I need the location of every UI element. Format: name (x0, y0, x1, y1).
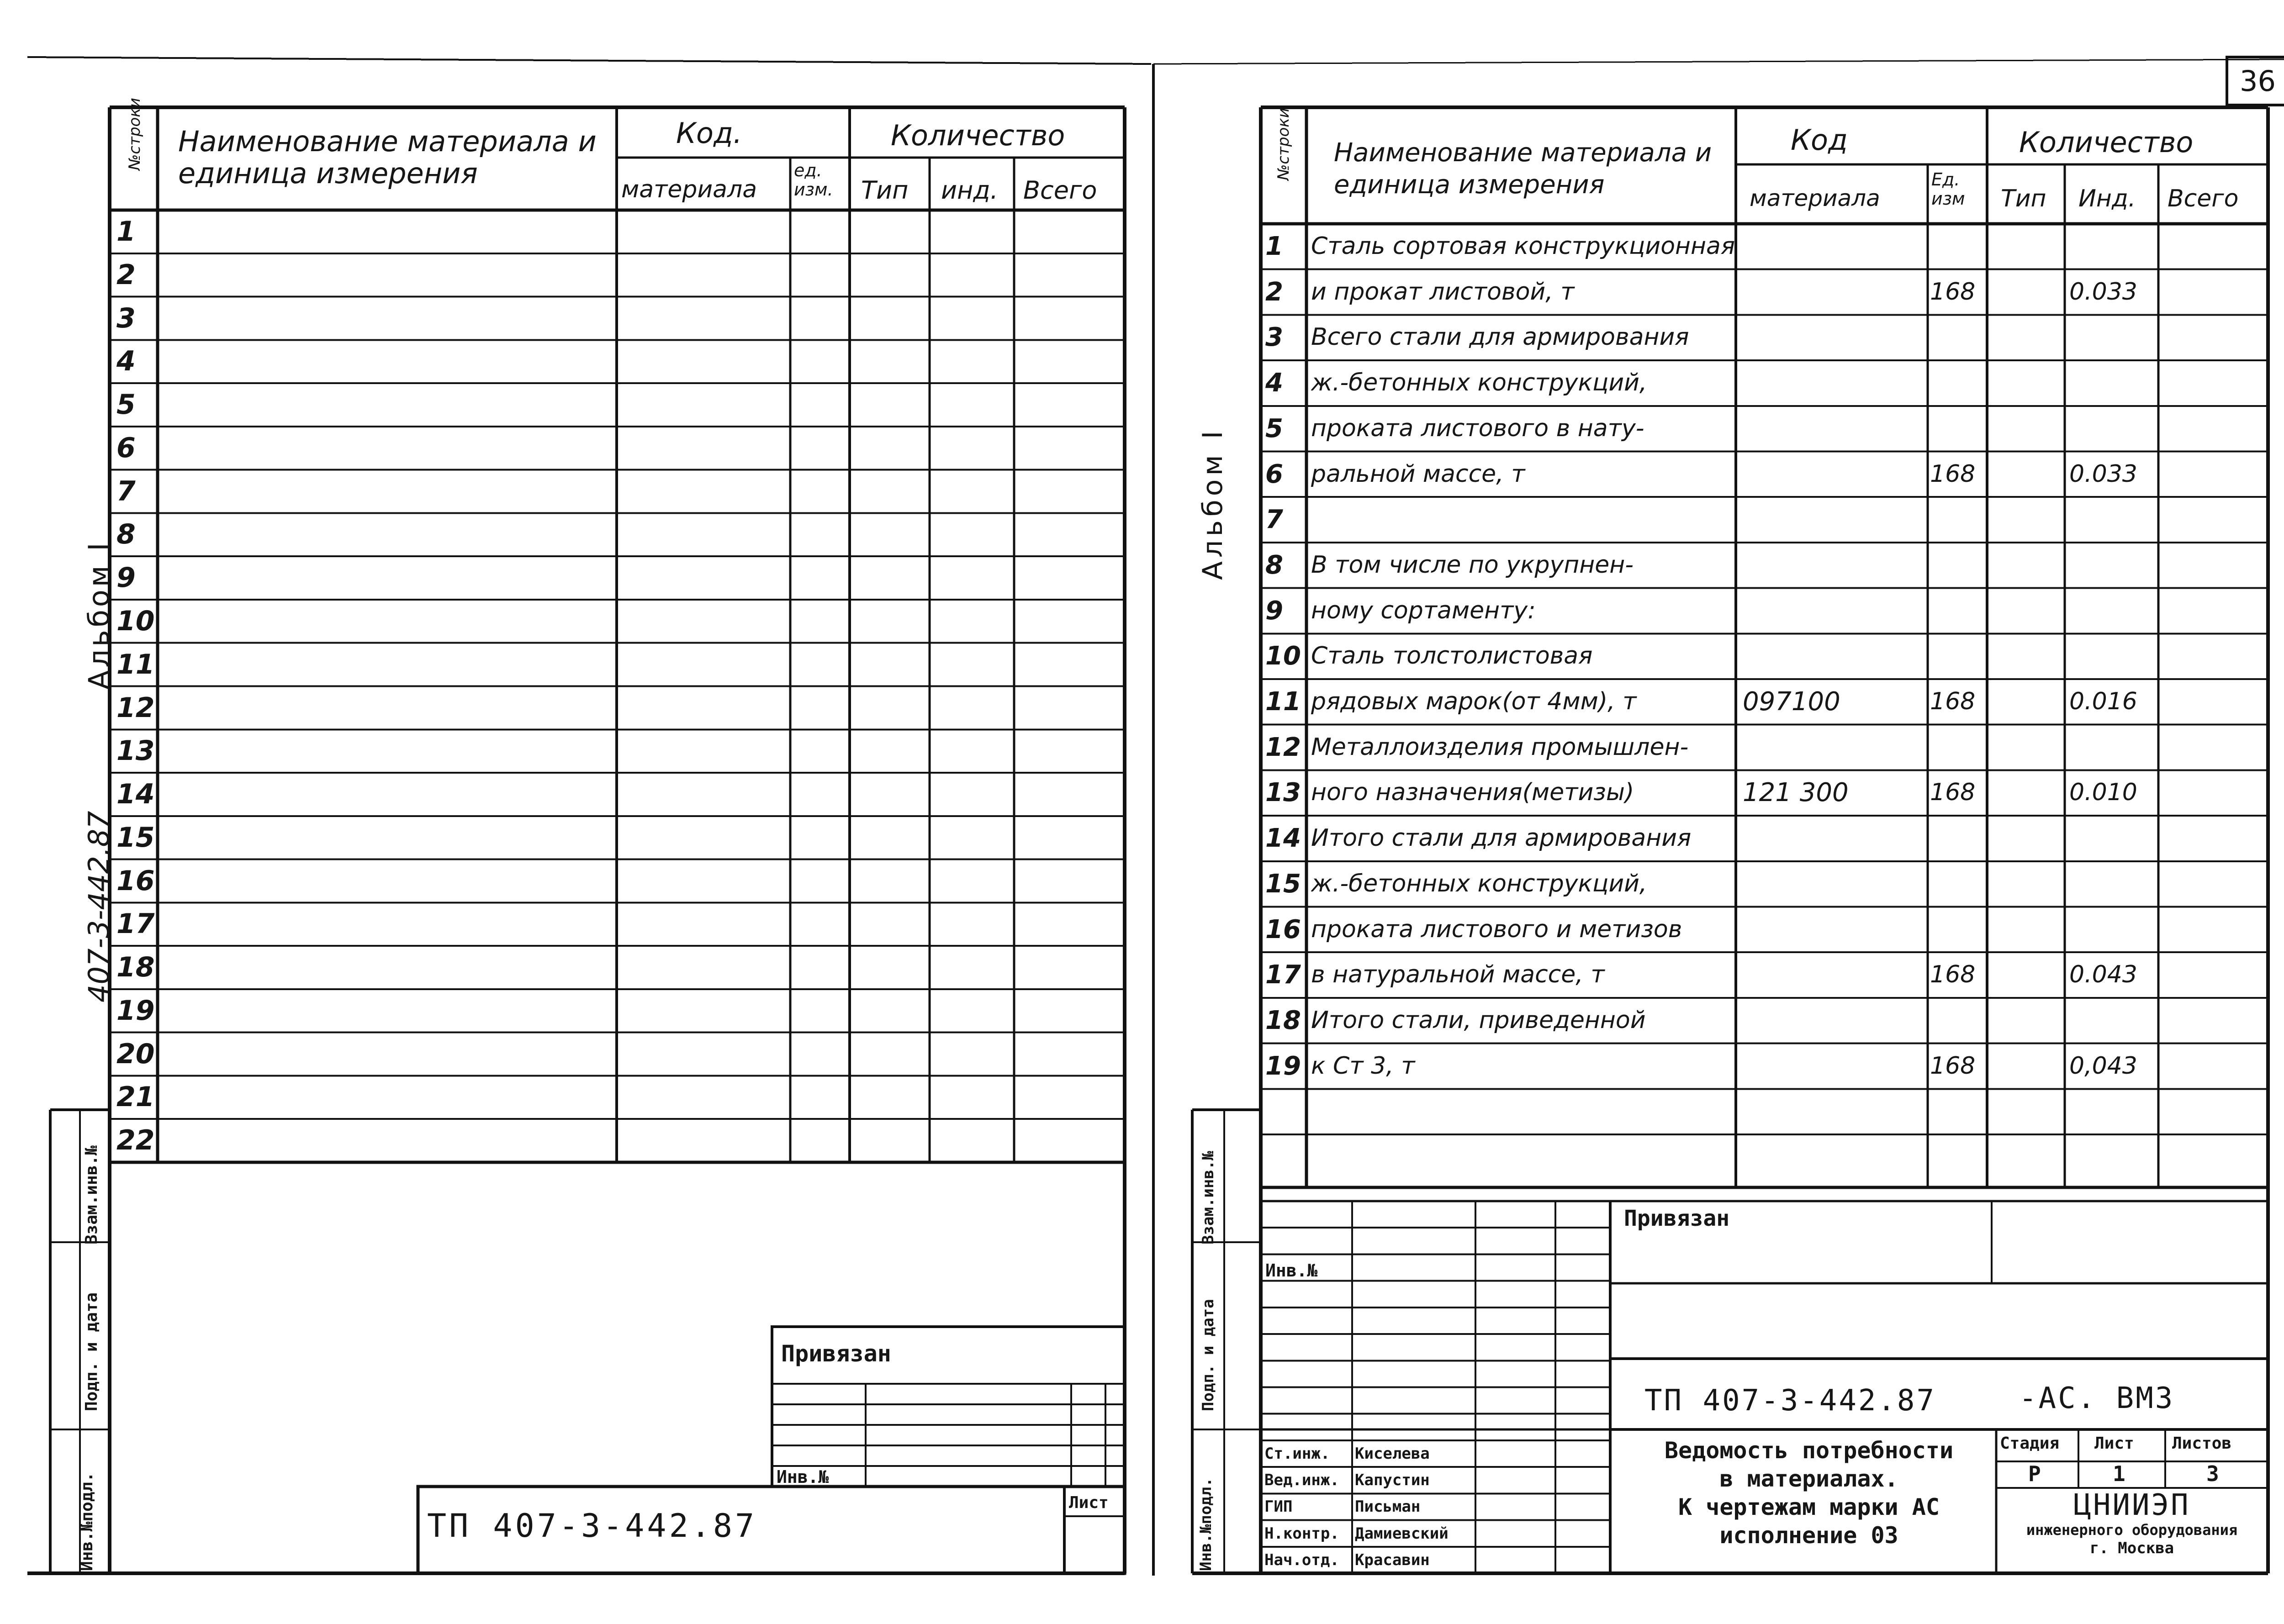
left-row-number: 3 (116, 302, 136, 334)
cell-n: 12 (1265, 732, 1301, 762)
signer-name: Красавин (1355, 1550, 1430, 1569)
stage-value: Р (2028, 1461, 2041, 1486)
left-inv-no-label: Инв.№ (777, 1467, 829, 1487)
stage-label: Стадия (2000, 1434, 2060, 1453)
cell-code (1743, 452, 1925, 497)
cell-type (1989, 406, 2062, 452)
right-header-unit: Ед. изм (1931, 169, 1965, 209)
signer-name: Капустин (1355, 1471, 1430, 1490)
cell-ind (2069, 816, 2156, 861)
left-row-number: 18 (116, 951, 155, 984)
left-row-number: 10 (116, 605, 155, 637)
organization-city: г. Москва (2089, 1539, 2174, 1557)
cell-n: 15 (1265, 869, 1301, 899)
cell-total (2163, 633, 2266, 679)
cell-name: и прокат листовой, т (1311, 278, 1575, 306)
cell-total (2163, 907, 2266, 953)
cell-unit: 168 (1930, 961, 1976, 989)
cell-total (2163, 588, 2266, 634)
cell-n: 13 (1265, 778, 1301, 808)
cell-ind: 0.033 (2069, 278, 2137, 306)
cell-n: 14 (1265, 823, 1301, 854)
cell-total (2163, 952, 2266, 998)
cell-n: 9 (1265, 596, 1283, 626)
sheets-label: Листов (2172, 1434, 2232, 1453)
cell-ind (2069, 588, 2156, 634)
cell-ind (2069, 315, 2156, 360)
right-header-code: Код (1791, 123, 1848, 157)
cell-n: 8 (1265, 550, 1283, 580)
cell-n: 6 (1265, 459, 1283, 489)
right-margin-inv-podl: Инв.№подл. (1197, 1477, 1215, 1571)
cell-name: ному сортаменту: (1311, 596, 1536, 624)
cell-type (1989, 907, 2062, 953)
left-row-number: 20 (116, 1038, 155, 1070)
left-row-number: 21 (116, 1081, 155, 1113)
cell-total (2163, 1044, 2266, 1089)
cell-unit (1930, 907, 1985, 953)
cell-code (1743, 315, 1925, 360)
right-privyazan-label: Привязан (1624, 1206, 1730, 1231)
left-row-number: 22 (116, 1124, 155, 1157)
cell-type (1989, 588, 2062, 634)
sheet-value: 1 (2113, 1461, 2125, 1486)
right-header-total: Всего (2168, 185, 2239, 212)
left-row-number: 17 (116, 908, 155, 940)
cell-type (1989, 452, 2062, 497)
left-header-unit: ед. изм. (794, 160, 833, 200)
cell-unit (1930, 497, 1985, 543)
cell-ind (2069, 907, 2156, 953)
cell-type (1989, 360, 2062, 406)
cell-n: 5 (1265, 413, 1283, 443)
document-title-line-4: исполнение 03 (1719, 1522, 1898, 1549)
cell-unit (1930, 725, 1985, 770)
cell-unit (1930, 861, 1985, 907)
right-header-type: Тип (2001, 185, 2046, 212)
cell-name: рядовых марок(от 4мм), т (1311, 688, 1637, 715)
signer-name: Письман (1355, 1497, 1421, 1516)
cell-n: 3 (1265, 322, 1283, 353)
sheet-number-box (2227, 57, 2284, 105)
right-header-code-material: материала (1750, 185, 1880, 211)
cell-ind: 0.043 (2069, 961, 2137, 989)
cell-n: 10 (1265, 641, 1301, 671)
sheet-number: 36 (2240, 64, 2276, 98)
left-row-number: 6 (116, 432, 136, 464)
cell-type (1989, 1044, 2062, 1089)
cell-unit (1930, 816, 1985, 861)
left-margin-podp-data: Подп. и дата (82, 1292, 101, 1411)
cell-type (1989, 497, 2062, 543)
cell-unit: 168 (1930, 460, 1976, 488)
cell-unit (1930, 406, 1985, 452)
left-header-quantity: Количество (891, 119, 1065, 152)
cell-code (1743, 1044, 1925, 1089)
signer-name: Дамиевский (1355, 1524, 1449, 1543)
cell-type (1989, 679, 2062, 725)
signer-role: Ст.инж. (1264, 1444, 1330, 1463)
left-row-number: 1 (116, 216, 136, 248)
cell-ind (2069, 998, 2156, 1044)
cell-code (1743, 497, 1925, 543)
right-header-ind: Инд. (2078, 185, 2136, 212)
left-margin-inv-podl: Инв.№подл. (78, 1472, 96, 1571)
cell-name: Сталь сортовая конструкционная (1311, 232, 1735, 260)
cell-code (1743, 360, 1925, 406)
cell-type (1989, 998, 2062, 1044)
cell-code (1743, 952, 1925, 998)
left-row-number: 7 (116, 475, 136, 507)
left-header-name: Наименование материала и единица измерения (178, 125, 597, 190)
cell-n: 16 (1265, 914, 1301, 944)
cell-name: Сталь толстолистовая (1311, 642, 1593, 670)
cell-unit (1930, 543, 1985, 588)
cell-ind: 0.016 (2069, 688, 2137, 715)
organization (1997, 1490, 2267, 1557)
cell-n: 11 (1265, 687, 1301, 717)
cell-name: ж.-бетонных конструкций, (1311, 369, 1647, 397)
cell-code (1743, 816, 1925, 861)
cell-unit (1930, 998, 1985, 1044)
cell-name: Металлоизделия промышлен- (1311, 733, 1689, 761)
left-header-row-no: №строки (126, 98, 144, 170)
signer-role: Нач.отд. (1264, 1550, 1339, 1569)
right-header-row-no: №строки (1274, 108, 1293, 180)
document-title (1626, 1436, 1992, 1550)
left-header-code: Код. (676, 116, 742, 150)
cell-unit: 168 (1930, 278, 1976, 306)
sheets-value: 3 (2206, 1461, 2219, 1486)
left-doc-code: 407-3-442.87 (82, 811, 116, 1002)
signer-role: Вед.инж. (1264, 1471, 1339, 1490)
cell-total (2163, 816, 2266, 861)
cell-unit: 168 (1930, 779, 1976, 807)
left-row-number: 8 (116, 518, 136, 551)
left-row-number: 19 (116, 994, 155, 1027)
cell-ind (2069, 633, 2156, 679)
cell-ind (2069, 861, 2156, 907)
right-doc-suffix: -АС. ВМ3 (2019, 1381, 2175, 1415)
cell-code (1743, 406, 1925, 452)
cell-type (1989, 224, 2062, 269)
cell-name: Итого стали для армирования (1311, 824, 1692, 852)
left-row-number: 4 (116, 345, 136, 378)
cell-unit (1930, 588, 1985, 634)
cell-unit: 168 (1930, 1052, 1976, 1080)
cell-code (1743, 269, 1925, 315)
left-row-number: 13 (116, 735, 155, 767)
left-row-number: 11 (116, 648, 155, 680)
cell-type (1989, 816, 2062, 861)
cell-name: к Ст 3, т (1311, 1052, 1415, 1080)
cell-total (2163, 360, 2266, 406)
right-album-label: Альбом I (1197, 427, 1229, 580)
cell-type (1989, 633, 2062, 679)
cell-code (1743, 588, 1925, 634)
cell-unit (1930, 315, 1985, 360)
left-header-code-material: материала (621, 176, 757, 203)
left-row-number: 5 (116, 389, 136, 421)
left-sheet-label: Лист (1069, 1493, 1109, 1512)
right-header-quantity: Количество (2019, 126, 2194, 159)
cell-unit: 168 (1930, 688, 1976, 715)
left-row-number: 15 (116, 821, 155, 854)
cell-unit (1930, 633, 1985, 679)
cell-code (1743, 861, 1925, 907)
left-header-total: Всего (1023, 176, 1097, 205)
cell-n: 4 (1265, 368, 1283, 398)
organization-subtitle: инженерного оборудования (2026, 1521, 2238, 1539)
left-row-number: 2 (116, 258, 136, 291)
cell-total (2163, 543, 2266, 588)
cell-ind (2069, 406, 2156, 452)
cell-name: ного назначения(метизы) (1311, 779, 1634, 807)
cell-ind: 0.033 (2069, 460, 2137, 488)
cell-type (1989, 543, 2062, 588)
cell-n: 7 (1265, 505, 1283, 535)
cell-total (2163, 224, 2266, 269)
left-album-label: Альбом I (82, 540, 116, 690)
cell-name: ж.-бетонных конструкций, (1311, 870, 1647, 897)
cell-type (1989, 725, 2062, 770)
cell-total (2163, 452, 2266, 497)
cell-name (1311, 497, 1736, 543)
cell-name: Всего стали для армирования (1311, 323, 1689, 351)
right-inv-no-label: Инв.№ (1265, 1260, 1318, 1281)
cell-type (1989, 770, 2062, 816)
cell-name: проката листового в нату- (1311, 414, 1644, 442)
cell-unit (1930, 360, 1985, 406)
cell-ind: 0,043 (2069, 1052, 2137, 1080)
document-title-line-2: в материалах. (1719, 1466, 1898, 1492)
cell-name: проката листового и метизов (1311, 915, 1682, 943)
cell-ind: 0.010 (2069, 779, 2137, 807)
cell-total (2163, 315, 2266, 360)
cell-total (2163, 406, 2266, 452)
cell-type (1989, 861, 2062, 907)
cell-unit (1930, 224, 1985, 269)
cell-name: в натуральной массе, т (1311, 961, 1605, 989)
left-header-type: Тип (861, 176, 909, 205)
cell-code (1743, 725, 1925, 770)
signer-role: Н.контр. (1264, 1524, 1339, 1543)
cell-ind (2069, 497, 2156, 543)
cell-total (2163, 861, 2266, 907)
cell-name: ральной массе, т (1311, 460, 1525, 488)
cell-type (1989, 269, 2062, 315)
cell-type (1989, 952, 2062, 998)
right-margin-podp-data: Подп. и дата (1199, 1299, 1217, 1411)
organization-name: ЦНИИЭП (2073, 1488, 2190, 1522)
cell-total (2163, 725, 2266, 770)
cell-code: 121 300 (1743, 778, 1849, 808)
cell-n: 17 (1265, 960, 1301, 990)
cell-code (1743, 543, 1925, 588)
document-title-line-3: К чертежам марки АС (1678, 1494, 1940, 1520)
cell-n: 1 (1265, 232, 1283, 261)
signer-role: ГИП (1264, 1497, 1293, 1516)
cell-code (1743, 224, 1925, 269)
cell-code (1743, 633, 1925, 679)
cell-total (2163, 497, 2266, 543)
left-stamp-code: ТП 407-3-442.87 (427, 1507, 757, 1545)
left-row-number: 9 (116, 562, 136, 594)
document-title-line-1: Ведомость потребности (1664, 1437, 1954, 1464)
left-header-ind: инд. (941, 176, 998, 205)
cell-ind (2069, 224, 2156, 269)
cell-code (1743, 998, 1925, 1044)
cell-type (1989, 315, 2062, 360)
cell-name: В том числе по укрупнен- (1311, 551, 1634, 579)
cell-ind (2069, 360, 2156, 406)
cell-name: Итого стали, приведенной (1311, 1006, 1646, 1034)
left-row-number: 12 (116, 691, 155, 724)
cell-ind (2069, 725, 2156, 770)
cell-n: 2 (1265, 277, 1283, 307)
cell-n: 19 (1265, 1051, 1301, 1081)
cell-total (2163, 770, 2266, 816)
right-doc-code: ТП 407-3-442.87 (1644, 1384, 1936, 1418)
right-header-name: Наименование материала и единица измерения (1334, 138, 1712, 200)
cell-code: 097100 (1743, 687, 1840, 717)
left-privyazan-label: Привязан (781, 1340, 891, 1367)
cell-ind (2069, 543, 2156, 588)
signer-name: Киселева (1355, 1444, 1430, 1463)
left-margin-vzam-inv: Взам.инв.№ (82, 1145, 101, 1244)
cell-total (2163, 679, 2266, 725)
left-row-number: 16 (116, 865, 155, 897)
cell-n: 18 (1265, 1005, 1301, 1035)
sheet-label: Лист (2094, 1434, 2134, 1453)
cell-total (2163, 998, 2266, 1044)
cell-total (2163, 269, 2266, 315)
left-row-number: 14 (116, 778, 155, 811)
right-margin-vzam-inv: Взам.инв.№ (1199, 1151, 1217, 1244)
cell-code (1743, 907, 1925, 953)
